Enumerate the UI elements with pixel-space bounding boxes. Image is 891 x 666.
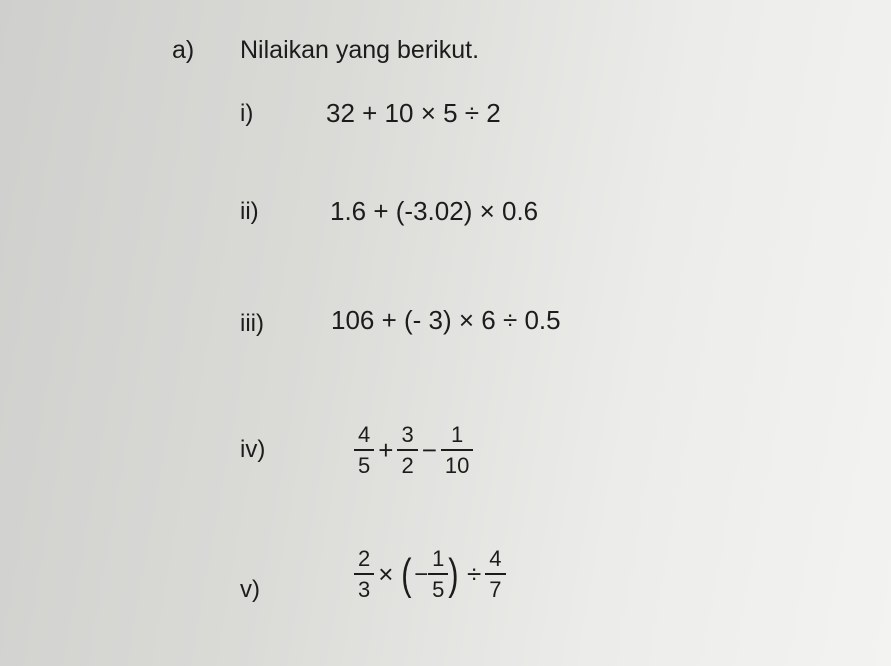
fraction <box>487 548 503 601</box>
denominator: 10 <box>441 449 473 477</box>
expression-ii: 1.6 + (-3.02) × 0.6 <box>330 196 539 226</box>
expression-iv <box>356 424 471 477</box>
numerator: 1 <box>432 546 445 571</box>
expression-iii: 106 + (- 3) × 6 ÷ 0.5 <box>331 305 561 335</box>
denominator: 5 <box>428 573 448 601</box>
numerator: 4 <box>358 422 371 447</box>
question-title: Nilaikan yang berikut. <box>240 36 480 64</box>
numerator: 4 <box>489 546 502 571</box>
denominator: 3 <box>354 573 374 601</box>
numerator: 1 <box>450 422 464 447</box>
item-number-i: i) <box>240 100 254 127</box>
item-number-v: v) <box>240 576 260 603</box>
operator: + <box>378 435 394 465</box>
left-parenthesis: ( <box>401 549 412 599</box>
item-number-iv: iv) <box>240 436 266 463</box>
question-label: a) <box>172 36 195 64</box>
numerator: 3 <box>401 422 414 447</box>
denominator: 7 <box>485 573 505 601</box>
operator: ÷ <box>467 559 482 589</box>
fraction <box>399 424 415 477</box>
operator: − <box>421 435 437 465</box>
fraction <box>356 424 372 477</box>
numerator: 2 <box>358 546 371 571</box>
fraction <box>443 424 471 477</box>
item-number-ii: ii) <box>240 198 259 225</box>
right-parenthesis: ) <box>448 549 459 599</box>
expression-v <box>356 548 504 601</box>
fraction <box>430 548 446 601</box>
negative-sign: − <box>414 560 429 588</box>
operator: × <box>378 559 394 589</box>
denominator: 5 <box>354 449 374 477</box>
expression-i: 32 + 10 × 5 ÷ 2 <box>326 98 501 128</box>
denominator: 2 <box>397 449 417 477</box>
fraction <box>356 548 372 601</box>
item-number-iii: iii) <box>240 310 264 337</box>
